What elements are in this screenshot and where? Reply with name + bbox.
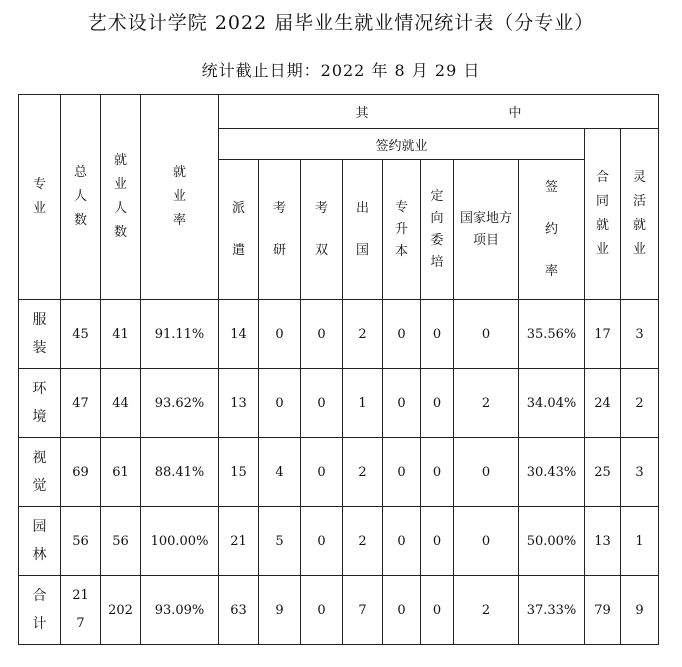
cell-upgrade: 0 [383, 576, 421, 645]
cell-rate: 93.62% [141, 369, 219, 438]
header-national: 国家地方项目 [454, 160, 519, 300]
cell-contract: 79 [585, 576, 621, 645]
cell-dispatch: 21 [219, 507, 259, 576]
cell-abroad: 1 [343, 369, 383, 438]
cell-employed: 44 [101, 369, 141, 438]
cell-employed: 41 [101, 300, 141, 369]
cell-grad-exam: 4 [259, 438, 301, 507]
cell-total: 45 [61, 300, 101, 369]
cell-employed: 61 [101, 438, 141, 507]
header-contract: 合同就业 [585, 129, 621, 300]
cell-upgrade: 0 [383, 438, 421, 507]
cell-flexible: 2 [621, 369, 659, 438]
cell-rate: 93.09% [141, 576, 219, 645]
cell-sign-rate: 50.00% [519, 507, 585, 576]
cell-directed: 0 [421, 300, 454, 369]
cell-flexible: 9 [621, 576, 659, 645]
cell-national: 0 [454, 438, 519, 507]
cell-major: 园林 [19, 507, 61, 576]
cell-total: 217 [61, 576, 101, 645]
cell-abroad: 7 [343, 576, 383, 645]
cell-directed: 0 [421, 507, 454, 576]
cell-employed: 56 [101, 507, 141, 576]
cell-rate: 91.11% [141, 300, 219, 369]
cutoff-date: 统计截止日期：2022 年 8 月 29 日 [201, 61, 481, 80]
header-row-1 [19, 95, 659, 129]
cell-flexible: 1 [621, 507, 659, 576]
cell-directed: 0 [421, 369, 454, 438]
table-row-total [19, 576, 659, 645]
header-double-exam: 考双 [301, 160, 343, 300]
cell-rate: 88.41% [141, 438, 219, 507]
cell-double-exam: 0 [301, 576, 343, 645]
cell-national: 2 [454, 576, 519, 645]
cell-total: 56 [61, 507, 101, 576]
cell-upgrade: 0 [383, 300, 421, 369]
cell-double-exam: 0 [301, 438, 343, 507]
header-among: 其 中 [219, 95, 659, 129]
cell-major: 环境 [19, 369, 61, 438]
cell-contract: 25 [585, 438, 621, 507]
header-rate: 就业率 [141, 95, 219, 300]
cell-dispatch: 63 [219, 576, 259, 645]
header-abroad: 出国 [343, 160, 383, 300]
cell-abroad: 2 [343, 507, 383, 576]
cell-sign-rate: 37.33% [519, 576, 585, 645]
cell-dispatch: 15 [219, 438, 259, 507]
cell-sign-rate: 34.04% [519, 369, 585, 438]
table-row [19, 300, 659, 369]
cell-national: 0 [454, 300, 519, 369]
cell-flexible: 3 [621, 300, 659, 369]
table-row [19, 507, 659, 576]
cell-upgrade: 0 [383, 507, 421, 576]
cell-flexible: 3 [621, 438, 659, 507]
cell-grad-exam: 5 [259, 507, 301, 576]
cell-total: 69 [61, 438, 101, 507]
header-directed: 定向委培 [421, 160, 454, 300]
header-total: 总人数 [61, 95, 101, 300]
header-flexible: 灵活就业 [621, 129, 659, 300]
cell-directed: 0 [421, 576, 454, 645]
cell-directed: 0 [421, 438, 454, 507]
header-grad-exam: 考研 [259, 160, 301, 300]
cell-grad-exam: 9 [259, 576, 301, 645]
cell-upgrade: 0 [383, 369, 421, 438]
header-dispatch: 派遣 [219, 160, 259, 300]
header-sign-rate: 签约率 [519, 160, 585, 300]
cell-abroad: 2 [343, 300, 383, 369]
cell-sign-rate: 30.43% [519, 438, 585, 507]
cell-national: 0 [454, 507, 519, 576]
document-title: 艺术设计学院 2022 届毕业生就业情况统计表（分专业） [87, 12, 595, 34]
employment-stats-table [18, 94, 659, 645]
cell-sign-rate: 35.56% [519, 300, 585, 369]
header-major: 专业 [19, 95, 61, 300]
cell-dispatch: 14 [219, 300, 259, 369]
cell-major: 服装 [19, 300, 61, 369]
cell-employed: 202 [101, 576, 141, 645]
cell-major: 视觉 [19, 438, 61, 507]
cell-contract: 24 [585, 369, 621, 438]
cell-contract: 13 [585, 507, 621, 576]
cell-grad-exam: 0 [259, 300, 301, 369]
table-row [19, 369, 659, 438]
cell-rate: 100.00% [141, 507, 219, 576]
cell-dispatch: 13 [219, 369, 259, 438]
header-upgrade: 专升本 [383, 160, 421, 300]
cell-double-exam: 0 [301, 300, 343, 369]
cell-abroad: 2 [343, 438, 383, 507]
cell-double-exam: 0 [301, 369, 343, 438]
cell-national: 2 [454, 369, 519, 438]
cell-double-exam: 0 [301, 507, 343, 576]
header-employed: 就业人数 [101, 95, 141, 300]
cell-major: 合计 [19, 576, 61, 645]
table-row [19, 438, 659, 507]
cell-grad-exam: 0 [259, 369, 301, 438]
header-signed-group: 签约就业 [219, 129, 585, 160]
cell-total: 47 [61, 369, 101, 438]
cell-contract: 17 [585, 300, 621, 369]
